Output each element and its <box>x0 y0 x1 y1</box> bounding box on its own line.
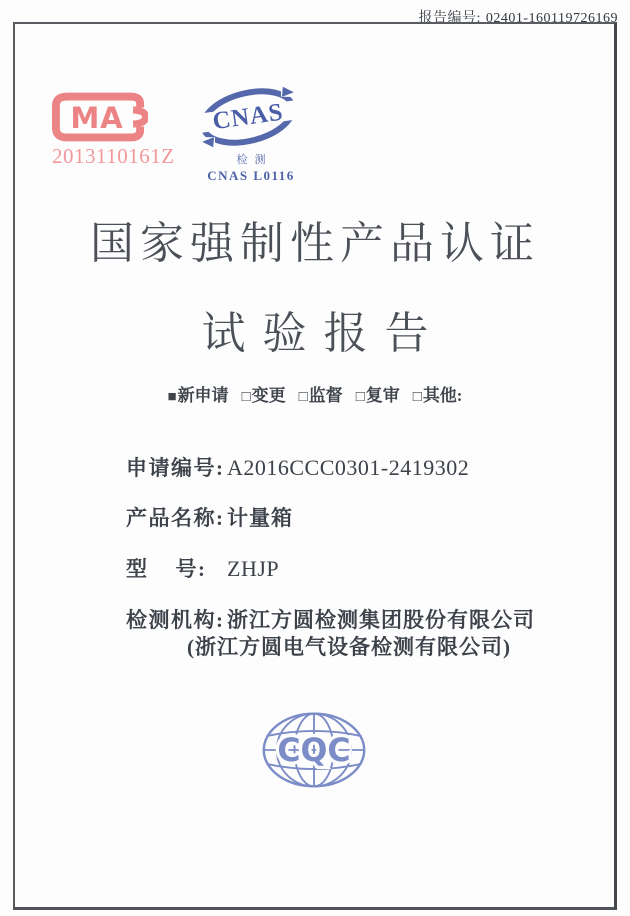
application-type-options <box>0 381 630 406</box>
option-label: 变更 <box>251 386 286 405</box>
option-label: 复审 <box>365 386 400 405</box>
cqc-letters: CQC <box>277 733 351 770</box>
application-number-value: A2016CCC0301-2419302 <box>227 455 470 480</box>
report-number-label: 报告编号: <box>418 11 481 26</box>
checkbox-empty-icon: □ <box>241 389 251 405</box>
test-organization-value: 浙江方圆检测集团股份有限公司 <box>227 608 535 632</box>
cnas-logo-icon <box>196 84 300 150</box>
field-label: 申请编号: <box>126 456 225 480</box>
field-test-organization <box>126 604 535 634</box>
document-title-line1: 国家强制性产品认证 <box>90 219 540 268</box>
option-supervision <box>299 381 343 406</box>
cnas-letters: CNAS <box>210 98 286 136</box>
field-label: 检测机构: <box>126 608 225 632</box>
checkbox-filled-icon: ■ <box>167 389 177 405</box>
field-product-name <box>126 502 293 532</box>
test-organization-value-line2: (浙江方圆电气设备检测有限公司) <box>187 635 511 659</box>
cma-logo-icon <box>52 92 148 142</box>
field-model <box>126 553 279 583</box>
option-change <box>242 381 286 406</box>
checkbox-empty-icon: □ <box>355 389 365 405</box>
cnas-lab-code: CNAS L0116 <box>207 168 295 183</box>
cnas-subtitle: 检测 <box>236 154 273 166</box>
checkbox-empty-icon: □ <box>412 389 422 405</box>
option-label: 新申请 <box>177 386 229 405</box>
product-name-value: 计量箱 <box>227 506 293 530</box>
cma-certificate-code: 2013110161Z <box>52 144 175 168</box>
option-review <box>356 381 400 406</box>
option-other <box>413 381 463 406</box>
report-number-value: 02401-160119726169 <box>485 11 618 26</box>
field-label: 产品名称: <box>126 506 225 530</box>
checkbox-empty-icon: □ <box>298 389 308 405</box>
cnas-accreditation-block <box>196 84 306 184</box>
document-title-line2: 试验报告 <box>201 309 446 358</box>
cma-letters: MA <box>70 101 124 136</box>
model-value: ZHJP <box>227 556 280 581</box>
option-label: 其他: <box>422 386 463 405</box>
cqc-globe-icon <box>260 710 368 790</box>
cma-accreditation-block <box>52 92 175 169</box>
cqc-logo-block <box>260 710 368 790</box>
option-label: 监督 <box>308 386 343 405</box>
field-label: 型 号: <box>126 557 207 581</box>
option-new-application <box>168 381 229 406</box>
field-application-number <box>126 452 469 482</box>
